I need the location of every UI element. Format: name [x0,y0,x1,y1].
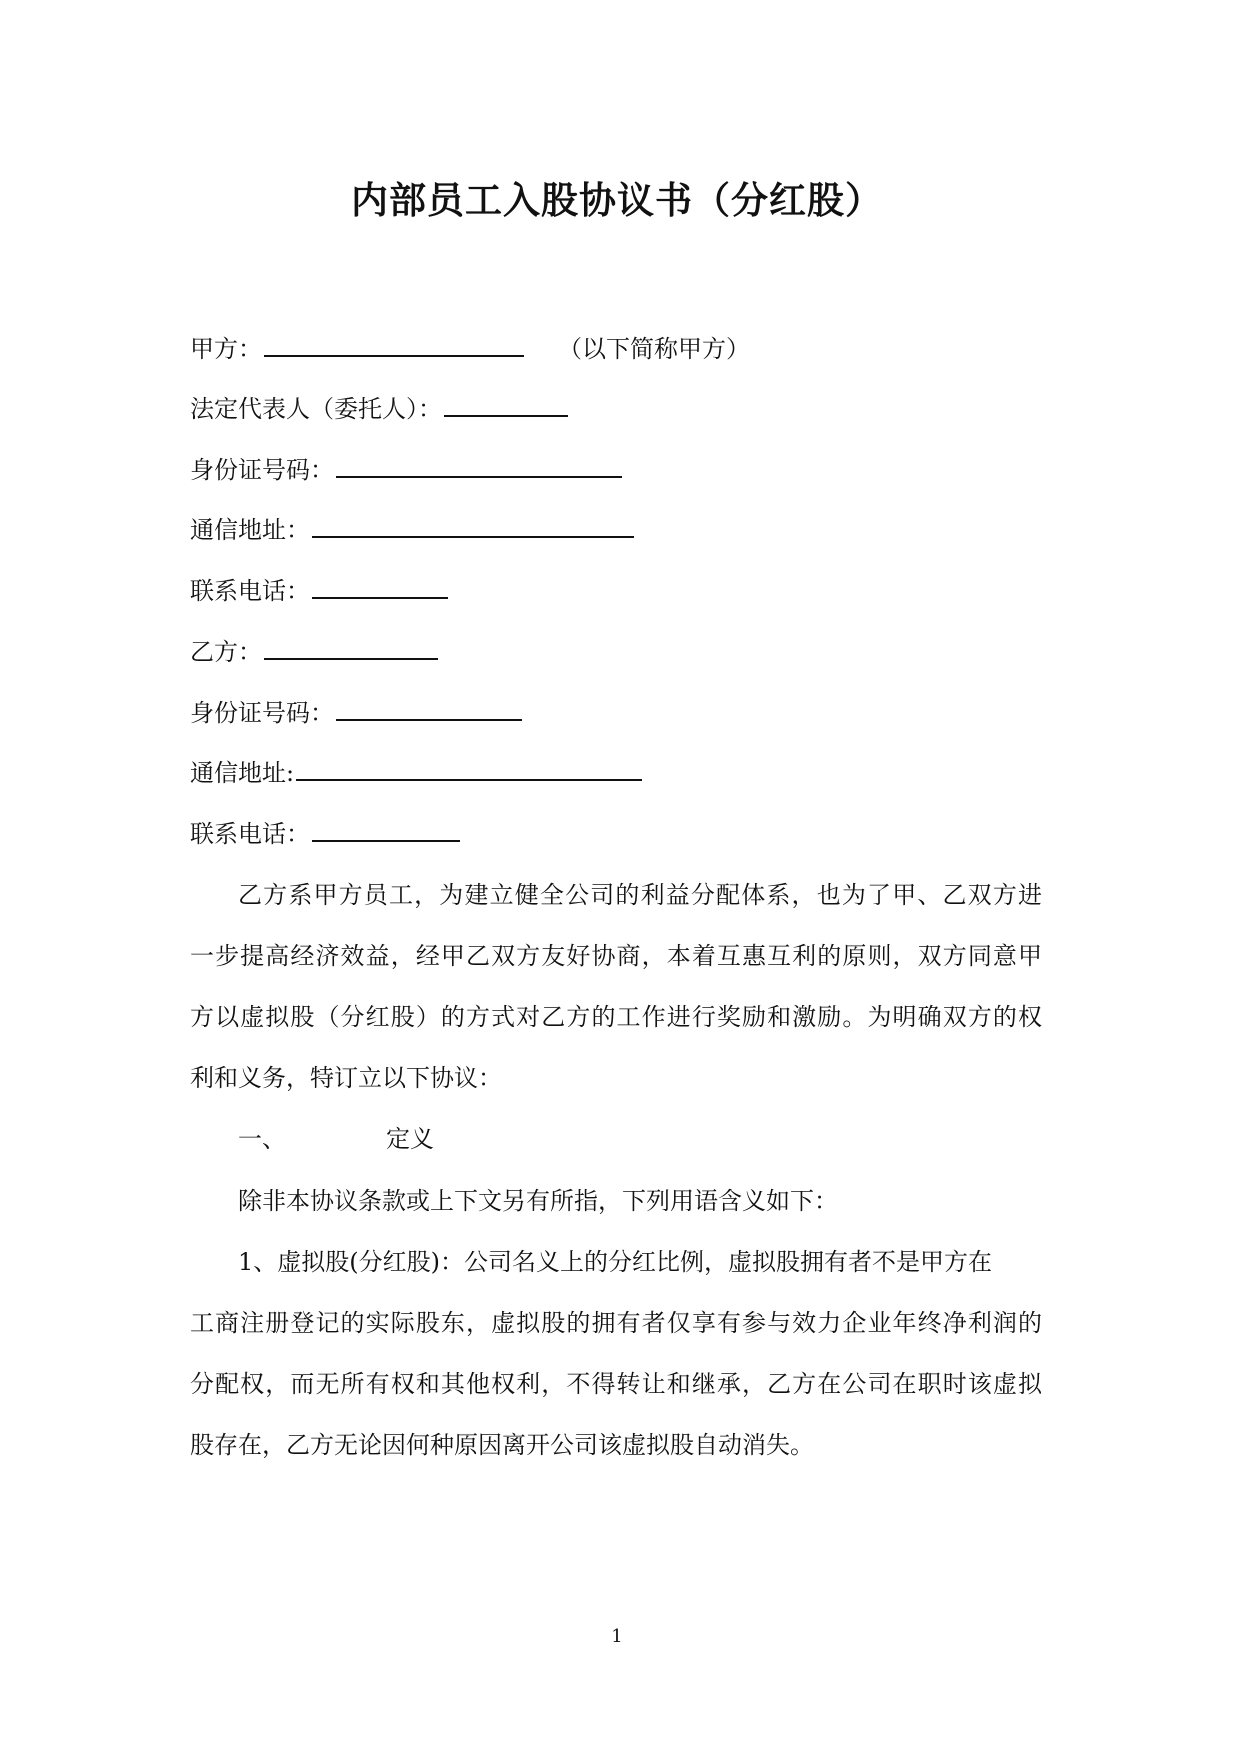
party-a-id-line [190,454,622,486]
party-a-id-label: 身份证号码： [190,456,334,484]
party-b-phone-label: 联系电话： [190,820,310,848]
party-b-id-label: 身份证号码： [190,699,334,727]
party-a-blank [264,333,524,357]
section-number: 一、 [238,1125,286,1153]
party-b-id-blank [336,697,522,721]
party-b-address-blank [296,757,642,781]
party-b-label: 乙方： [190,638,262,666]
definition-line: 分配权，而无所有权和其他权利，不得转让和继承，乙方在公司在职时该虚拟 [190,1370,1042,1398]
party-a-phone-line [190,575,448,607]
legal-rep-blank [444,393,568,417]
legal-rep-line [190,393,568,425]
party-b-phone-line [190,818,460,850]
party-b-line [190,636,438,668]
document-title: 内部员工入股协议书（分红股） [351,178,883,222]
party-a-address-label: 通信地址： [190,516,310,544]
party-a-address-line [190,514,634,546]
party-b-blank [264,636,438,660]
party-a-address-blank [312,514,634,538]
intro-line: 一步提高经济效益，经甲乙双方友好协商，本着互惠互利的原则，双方同意甲 [190,942,1042,970]
legal-rep-label: 法定代表人（委托人）： [190,395,442,423]
party-b-id-line [190,697,522,729]
intro-line: 利和义务，特订立以下协议： [190,1064,502,1092]
definition-line: 工商注册登记的实际股东，虚拟股的拥有者仅享有参与效力企业年终净利润的 [190,1309,1042,1337]
party-a-label: 甲方： [190,335,262,363]
party-b-address-line [190,757,642,789]
page-number: 1 [611,1626,623,1647]
section-title: 定义 [386,1125,434,1153]
party-a-line [190,333,750,365]
party-b-address-label: 通信地址: [190,759,295,787]
party-a-phone-blank [312,575,448,599]
intro-line: 乙方系甲方员工，为建立健全公司的利益分配体系，也为了甲、乙双方进 [238,881,1042,909]
definitions-intro: 除非本协议条款或上下文另有所指，下列用语含义如下： [238,1187,838,1215]
party-a-phone-label: 联系电话： [190,577,310,605]
definition-line: 1、虚拟股(分红股)：公司名义上的分红比例，虚拟股拥有者不是甲方在 [238,1248,992,1276]
section-one-heading [238,1123,1042,1155]
party-a-id-blank [336,454,622,478]
party-b-phone-blank [312,818,460,842]
party-a-suffix: （以下简称甲方） [558,335,750,363]
definition-line: 股存在，乙方无论因何种原因离开公司该虚拟股自动消失。 [190,1431,814,1459]
intro-line: 方以虚拟股（分红股）的方式对乙方的工作进行奖励和激励。为明确双方的权 [190,1003,1042,1031]
